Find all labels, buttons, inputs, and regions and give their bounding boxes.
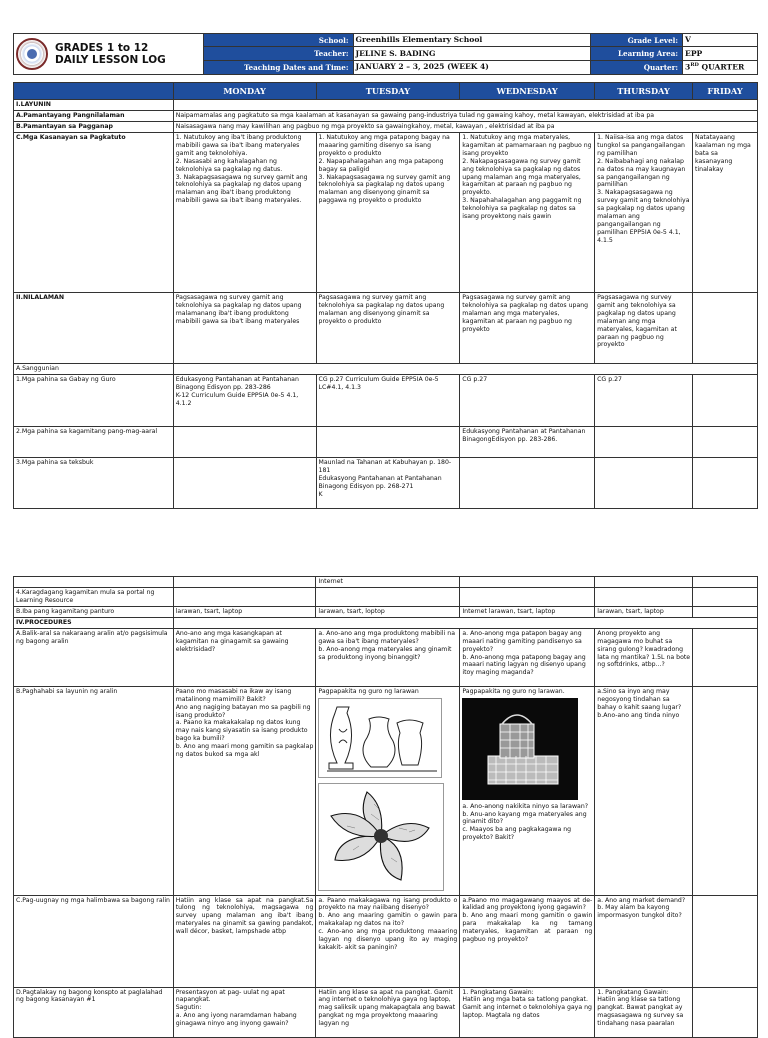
pangnilalaman-text: Naipamamalas ang pagkatuto sa mga kaalaman at kasanayan sa gawaing pang-industriya tulad ng gawaing kahoy, metal kawayan, elektrisidad at iba pa (173, 110, 757, 121)
balik-monday: Ano-ano ang mga kasangkapan at kagamitan na ginagamit sa gawaing elektrisidad? (173, 628, 316, 686)
teksbuk-friday (693, 457, 758, 508)
pangnilalaman-label: A.Pamantayang Pangnilalaman (14, 110, 174, 121)
day-header-tuesday: TUESDAY (316, 83, 460, 100)
day-header-friday: FRIDAY (693, 83, 758, 100)
pagganap-text: Naisasagawa nang may kawilihan ang pagbuo ng mga proyekto sa gawaingkahoy, metal, kawayan , elektrisidad at iba pa (173, 121, 757, 132)
sanggunian-blank (173, 363, 757, 374)
woven-basket-image (462, 698, 578, 800)
iba-wednesday: Internet larawan, tsart, laptop (460, 606, 595, 617)
area-value: EPP (683, 47, 758, 60)
gabay-wednesday: CG p.27 (460, 374, 595, 426)
nilalaman-thursday: Pagsasagawa ng survey gamit ang teknolohiya sa pagkalap ng datos upang malaman ang mga materyales, kagamitan at paraan ng pagbuo ng proyekto (595, 292, 693, 363)
dates-label: Teaching Dates and Time: (203, 60, 353, 74)
sanggunian-label: A.Sanggunian (14, 363, 174, 374)
top-row-friday (693, 577, 758, 588)
paghahabi-wednesday (460, 686, 595, 895)
teacher-label: Teacher: (203, 47, 353, 60)
layunin-blank (173, 100, 757, 111)
paghahabi-tuesday-text: Pagpapakita ng guro ng larawan (318, 687, 419, 695)
kagamitang-friday (693, 426, 758, 457)
day-header-wednesday: WEDNESDAY (460, 83, 595, 100)
paguugnay-tuesday: a. Paano makakagawa ng isang produkto o proyekto na may naiibang disenyo? b. Ano ang maaring gamitin o gawin para makakalap ng datos na ito? c. Ano-ano ang mga produktong maaaring lagyan ng disenyo upang ito ay maging kakakit- akit sa paningin? (316, 895, 460, 987)
gabay-tuesday: CG p.27 Curriculum Guide EPP5IA 0e-5 LC#4.1, 4.1.3 (316, 374, 460, 426)
nilalaman-monday: Pagsasagawa ng survey gamit ang teknolohiya sa pagkalap ng datos upang malamanang iba't ibang produktong mabibili gawa sa iba't ibang materyales (173, 292, 316, 363)
paguugnay-thursday: a. Ano ang market demand? b. May alam ba kayong impormasyon tungkol dito? (595, 895, 693, 987)
quarter-value: 3RD QUARTER (683, 60, 758, 74)
school-label: School: (203, 34, 353, 47)
paghahabi-monday: Paano mo masasabi na ikaw ay isang matalinong mamimili? Bakit? Ano ang nagiging batayan mo sa pagbili ng isang produkto? a. Paano ka makakakalap ng datos kung may nais kang siyasatin sa isang produkto bago ka bumili? b. Ano ang maari mong gamitin sa pagkalap ng datos bukod sa mga akl (173, 686, 316, 895)
teacher-value: JELINE S. BADING (353, 47, 591, 60)
grade-label: Grade Level: (591, 34, 683, 47)
iba-friday (693, 606, 758, 617)
paguugnay-friday (693, 895, 758, 987)
top-row-wednesday (460, 577, 595, 588)
procedures-blank (173, 617, 757, 628)
iba-monday: larawan, tsart, laptop (173, 606, 316, 617)
nilalaman-tuesday: Pagsasagawa ng survey gamit ang teknolohiya sa pagkalap ng datos upang malaman ang disenyong ginamit sa proyekto o produkto (316, 292, 460, 363)
pagtalakay-monday: Presentasyon at pag- uulat ng apat napangkat. Sagutin: a. Ano ang iyong naramdaman habang ginagawa ninyo ang inyong gawain? (173, 987, 316, 1037)
gabay-label: 1.Mga pahina sa Gabay ng Guro (14, 374, 174, 426)
teksbuk-wednesday (460, 457, 595, 508)
kagamitang-monday (173, 426, 316, 457)
grade-value: V (683, 34, 758, 47)
procedures-heading: IV.PROCEDURES (14, 617, 174, 628)
balik-wednesday: a. Ano-anong mga patapon bagay ang maaari nating gamiting pandisenyo sa proyekto? b. Ano-anong mga patapong bagay ang maaari nating lagyan ng disenyo upang itoy maging maganda? (460, 628, 595, 686)
header-table (13, 33, 758, 75)
lesson-table-2 (13, 576, 758, 1038)
pagtalakay-tuesday: Hatiin ang klase sa apat na pangkat. Gamit ang internet o teknolohiya gaya ng laptop, mag saliksik upang makapagtala ang bawat pangkat ng mga proyektong maaaring lagyan ng (316, 987, 460, 1037)
kasanayan-friday: Natatayaang kaalaman ng mga bata sa kasanayang tinalakay (693, 132, 758, 292)
kagamitang-thursday (595, 426, 693, 457)
balik-label: A.Balik-aral sa nakaraang aralin at/o pagsisimula ng bagong aralin (14, 628, 174, 686)
pagtalakay-wednesday: 1. Pangkatang Gawain: Hatiin ang mga bata sa tatlong pangkat. Gamit ang internet o teknolohiya gaya ng laptop. Magtala ng datos (460, 987, 595, 1037)
top-row-label (14, 577, 174, 588)
vases-image (318, 698, 442, 778)
brand-title: GRADES 1 to 12 DAILY LESSON LOG (54, 41, 166, 66)
kagamitang-wednesday: Edukasyong Pantahanan at Pantahanan BinagongEdisyon pp. 283-286. (460, 426, 595, 457)
teksbuk-monday (173, 457, 316, 508)
header-brand (14, 34, 204, 75)
layunin-heading: I.LAYUNIN (14, 100, 174, 111)
portal-label: 4.Karagdagang kagamitan mula sa portal ng Learning Resource (14, 587, 174, 606)
lesson-table-1 (13, 82, 758, 509)
top-row-monday (173, 577, 316, 588)
gabay-monday: Edukasyong Pantahanan at Pantahanan Binagong Edisyon pp. 283-286 K-12 Curriculum Guide EPP5IA 0e-5 4.1, 4.1.2 (173, 374, 316, 426)
day-header-blank (14, 83, 174, 100)
day-header-thursday: THURSDAY (595, 83, 693, 100)
kagamitang-tuesday (316, 426, 460, 457)
balik-thursday: Anong proyekto ang magagawa mo buhat sa sirang gulong? kwadradong lata ng mantika? 1.5L na bote ng softdrinks, atbp...? (595, 628, 693, 686)
day-header-monday: MONDAY (173, 83, 316, 100)
gabay-thursday: CG p.27 (595, 374, 693, 426)
deped-seal-icon (16, 38, 48, 70)
kagamitang-label: 2.Mga pahina sa kagamitang pang-mag-aaral (14, 426, 174, 457)
paghahabi-wednesday-questions: a. Ano-anong nakikita ninyo sa larawan? b. Anu-ano kayang mga materyales ang ginamit dito? c. Maayos ba ang pagkakagawa ng proyekto? Bakit? (462, 802, 589, 842)
kasanayan-label: C.Mga Kasanayan sa Pagkatuto (14, 132, 174, 292)
kasanayan-thursday: 1. Naiisa-isa ang mga datos tungkol sa pangangailangan ng pamilihan 2. Naibabahagi ang nakalap na datos na may kaugnayan sa pangangailangan ng pamilihan 3. Nakapagsasagawa ng survey gamit ang teknolohiya sa pagkalap ng datos upang malaman ang pangangailangan ng pamilihan EPP5IA 0e-5 4.1, 4.1.5 (595, 132, 693, 292)
nilalaman-wednesday: Pagsasagawa ng survey gamit ang teknolohiya sa pagkalap ng datos upang malaman ang mga materyales, kagamitan at paraan ng pagbuo ng proyekto (460, 292, 595, 363)
paguugnay-monday: Hatiin ang klase sa apat na pangkat.Sa tulong ng teknolohiya, magsagawa ng survey upang malaman ang iba't ibang materyales na ginamit sa gawing pandakot, wall décor, basket, lampshade atbp (173, 895, 316, 987)
quarter-label: Quarter: (591, 60, 683, 74)
flower-design-image (318, 783, 444, 891)
paguugnay-wednesday: a.Paano mo magagawang maayos at de-kalidad ang proyektong iyong gagawin? b. Ano ang maari mong gamitin o gawin para makakalap ka ng tamang materyales, kagamitan at paraan ng pagbuo ng proyekto? (460, 895, 595, 987)
area-label: Learning Area: (591, 47, 683, 60)
pagtalakay-friday (693, 987, 758, 1037)
kasanayan-tuesday: 1. Natutukoy ang mga patapong bagay na maaaring gamiting disenyo sa isang proyekto o produkto 2. Napapahalagahan ang mga patapong bagay sa paligid 3. Nakapagsasagawa ng survey gamit ang teknolohiya sa pagkalap ng datos upang malaman ang disenyong ginamit sa paggawa ng proyekto o produkto (316, 132, 460, 292)
gabay-friday (693, 374, 758, 426)
school-value: Greenhills Elementary School (353, 34, 591, 47)
iba-tuesday: larawan, tsart, loptop (316, 606, 460, 617)
paghahabi-label: B.Paghahabi sa layunin ng aralin (14, 686, 174, 895)
paguugnay-label: C.Pag-uugnay ng mga halimbawa sa bagong ralin (14, 895, 174, 987)
iba-label: B.Iba pang kagamitang panturo (14, 606, 174, 617)
kasanayan-wednesday: 1. Natutukoy ang mga materyales, kagamitan at pamamaraan ng pagbuo ng isang proyekto 2. Nakapagsasagawa ng survey gamit ang teknolohiya sa pagkalap ng datos upang malaman ang mga materyales, kagamitan at paraan ng pagbuo ng proyekto. 3. Napahahalagahan ang paggamit ng teknolohiya sa pagkalap ng datos sa isang proyektong nais gawin (460, 132, 595, 292)
pagtalakay-thursday: 1. Pangkatang Gawain: Hatiin ang klase sa tatlong pangkat. Bawat pangkat ay magsasagawa ng survey sa tindahang nasa paaralan (595, 987, 693, 1037)
top-row-tuesday: Internet (316, 577, 460, 588)
paghahabi-friday (693, 686, 758, 895)
teksbuk-thursday (595, 457, 693, 508)
paghahabi-tuesday (316, 686, 460, 895)
nilalaman-friday (693, 292, 758, 363)
dates-value: JANUARY 2 – 3, 2025 (WEEK 4) (353, 60, 591, 74)
nilalaman-label: II.NILALAMAN (14, 292, 174, 363)
teksbuk-label: 3.Mga pahina sa teksbuk (14, 457, 174, 508)
iba-thursday: larawan, tsart, laptop (595, 606, 693, 617)
teksbuk-tuesday: Maunlad na Tahanan at Kabuhayan p. 180-181 Edukasyong Pantahanan at Pantahanan Binagong Edisyon pp. 268-271 K (316, 457, 460, 508)
paghahabi-wednesday-text: Pagpapakita ng guro ng larawan. (462, 687, 565, 695)
balik-tuesday: a. Ano-ano ang mga produktong mabibili na gawa sa iba't ibang materyales? b. Ano-anong mga materyales ang ginamit sa produktong inyong binanggit? (316, 628, 460, 686)
pagganap-label: B.Pamantayan sa Pagganap (14, 121, 174, 132)
top-row-thursday (595, 577, 693, 588)
paghahabi-thursday: a.Sino sa inyo ang may negosyong tindahan sa bahay o kahit saang lugar? b.Ano-ano ang tinda ninyo (595, 686, 693, 895)
pagtalakay-label: D.Pagtalakay ng bagong konspto at paglalahad ng bagong kasanayan #1 (14, 987, 174, 1037)
balik-friday (693, 628, 758, 686)
kasanayan-monday: 1. Natutukoy ang iba't ibang produktong mabibili gawa sa iba't ibang materyales gamit ang teknolohiya. 2. Nasasabi ang kahalagahan ng teknolohiya sa pagkalap ng datus. 3. Nakapagsasagawa ng survey gamit ang teknolohiya sa pagkalap ng datos upang malaman ang iba't ibang produktong mabibili gawa sa iba't ibang materyales. (173, 132, 316, 292)
